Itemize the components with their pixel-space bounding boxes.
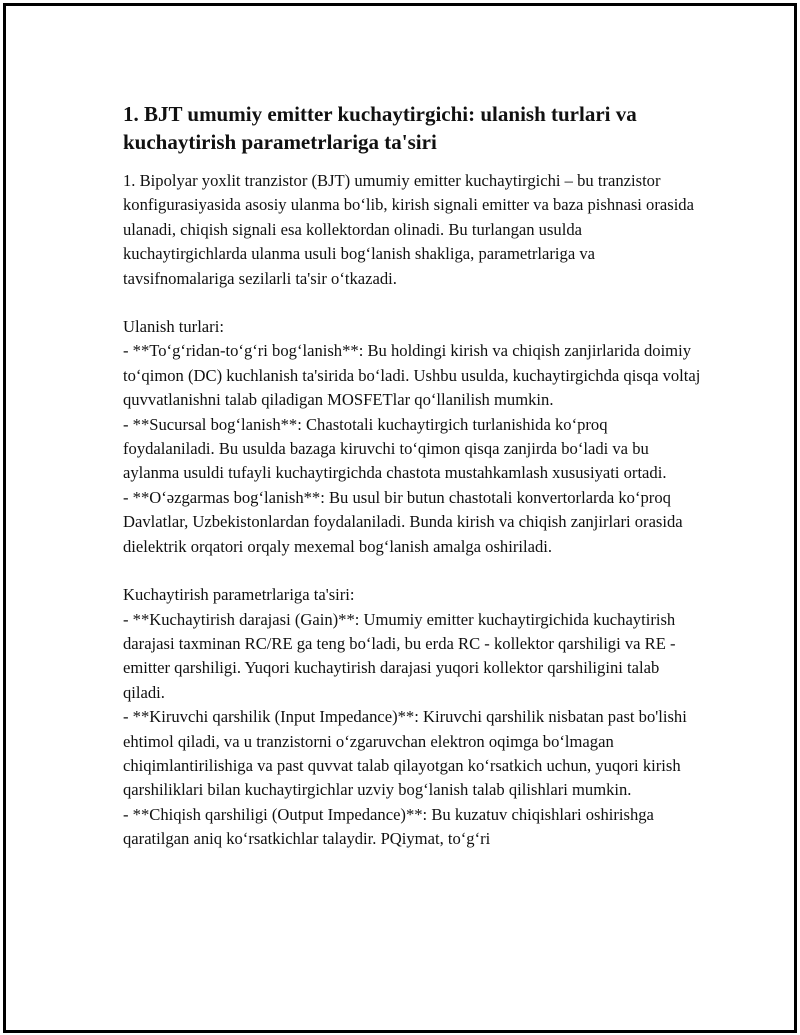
parameter-item-gain: - **Kuchaytirish darajasi (Gain)**: Umumiy emitter kuchaytirgichida kuchaytirish darajasi taxminan RC/RE ga teng bo‘ladi, bu erda RC - kollektor qarshiligi va RE - emitter qarshiligi. Yuqori kuchaytirish darajasi yuqori kollektor qarshiligini talab qiladi. xyxy=(123,609,676,702)
intro-paragraph: 1. Bipolyar yoxlit tranzistor (BJT) umumiy emitter kuchaytirgichi – bu tranzistor konfigurasiyasida asosiy ulanma bo‘lib, kirish signali emitter va baza pishnasi orasida ulanadi, chiqish signali esa kollektordan olinadi. Bu turlangan usulda kuchaytirgichlarda ulanma usuli bog‘lanish shakliga, parametrlariga va tavsifnomalariga sezilarli ta'sir o‘tkazadi. xyxy=(123,171,694,288)
connection-types-section xyxy=(123,315,703,559)
parameters-heading: Kuchaytirish parametrlariga ta'siri: xyxy=(123,585,355,605)
parameter-item-input-impedance: - **Kiruvchi qarshilik (Input Impedance)**: Kiruvchi qarshilik nisbatan past bo'lishi ehtimol qiladi, va u tranzistorni o‘zgaruvchan elektron oqimga bo‘lmagan chiqimlantirilishiga va past quvvat talab qilayotgan ko‘rsatkich uchun, yuqori kirish qarshiliklari bilan kuchaytirgichlar uzviy bog‘lanish talab qilishlari mumkin. xyxy=(123,707,687,800)
parameter-item-output-impedance: - **Chiqish qarshiligi (Output Impedance)**: Bu kuzatuv chiqishlari oshirishga qaratilgan aniq ko‘rsatkichlar talaydir. PQiymat, to‘g‘ri xyxy=(123,804,654,849)
connection-item-sucursal: - **Sucursal bog‘lanish**: Chastotali kuchaytirgich turlanishida ko‘proq foydalaniladi. Bu usulda bazaga kiruvchi to‘qimon qisqa zanjirda bo‘ladi va bu aylanma usuldi tufayli kuchaytirgichda chastota mustahkamlash xususiyati ortadi. xyxy=(123,414,667,483)
document-title: 1. BJT umumiy emitter kuchaytirgichi: ulanish turlari va kuchaytirish parametrlariga ta'siri xyxy=(123,102,637,154)
connection-item-constant: - **O‘əzgarmas bog‘lanish**: Bu usul bir butun chastotali konvertorlarda ko‘proq Davlatlar, Uzbekistonlardan foydalaniladi. Bunda kirish va chiqish zanjirlari orasida dielektrik orqatori orqaly mexemal bog‘lanish amalga oshiriladi. xyxy=(123,487,683,556)
connection-types-heading: Ulanish turlari: xyxy=(123,317,224,337)
page-frame xyxy=(3,3,797,1033)
document-body xyxy=(123,100,703,852)
connection-item-direct: - **To‘g‘ridan-to‘g‘ri bog‘lanish**: Bu holdingi kirish va chiqish zanjirlarida doimiy to‘qimon (DC) kuchlanish ta'sirida bo‘ladi. Ushbu usulda, kuchaytirgichda qisqa voltaj quvvatlanishni talab qiladigan MOSFETlar qo‘llanilish mumkin. xyxy=(123,341,701,410)
parameters-section xyxy=(123,583,703,851)
